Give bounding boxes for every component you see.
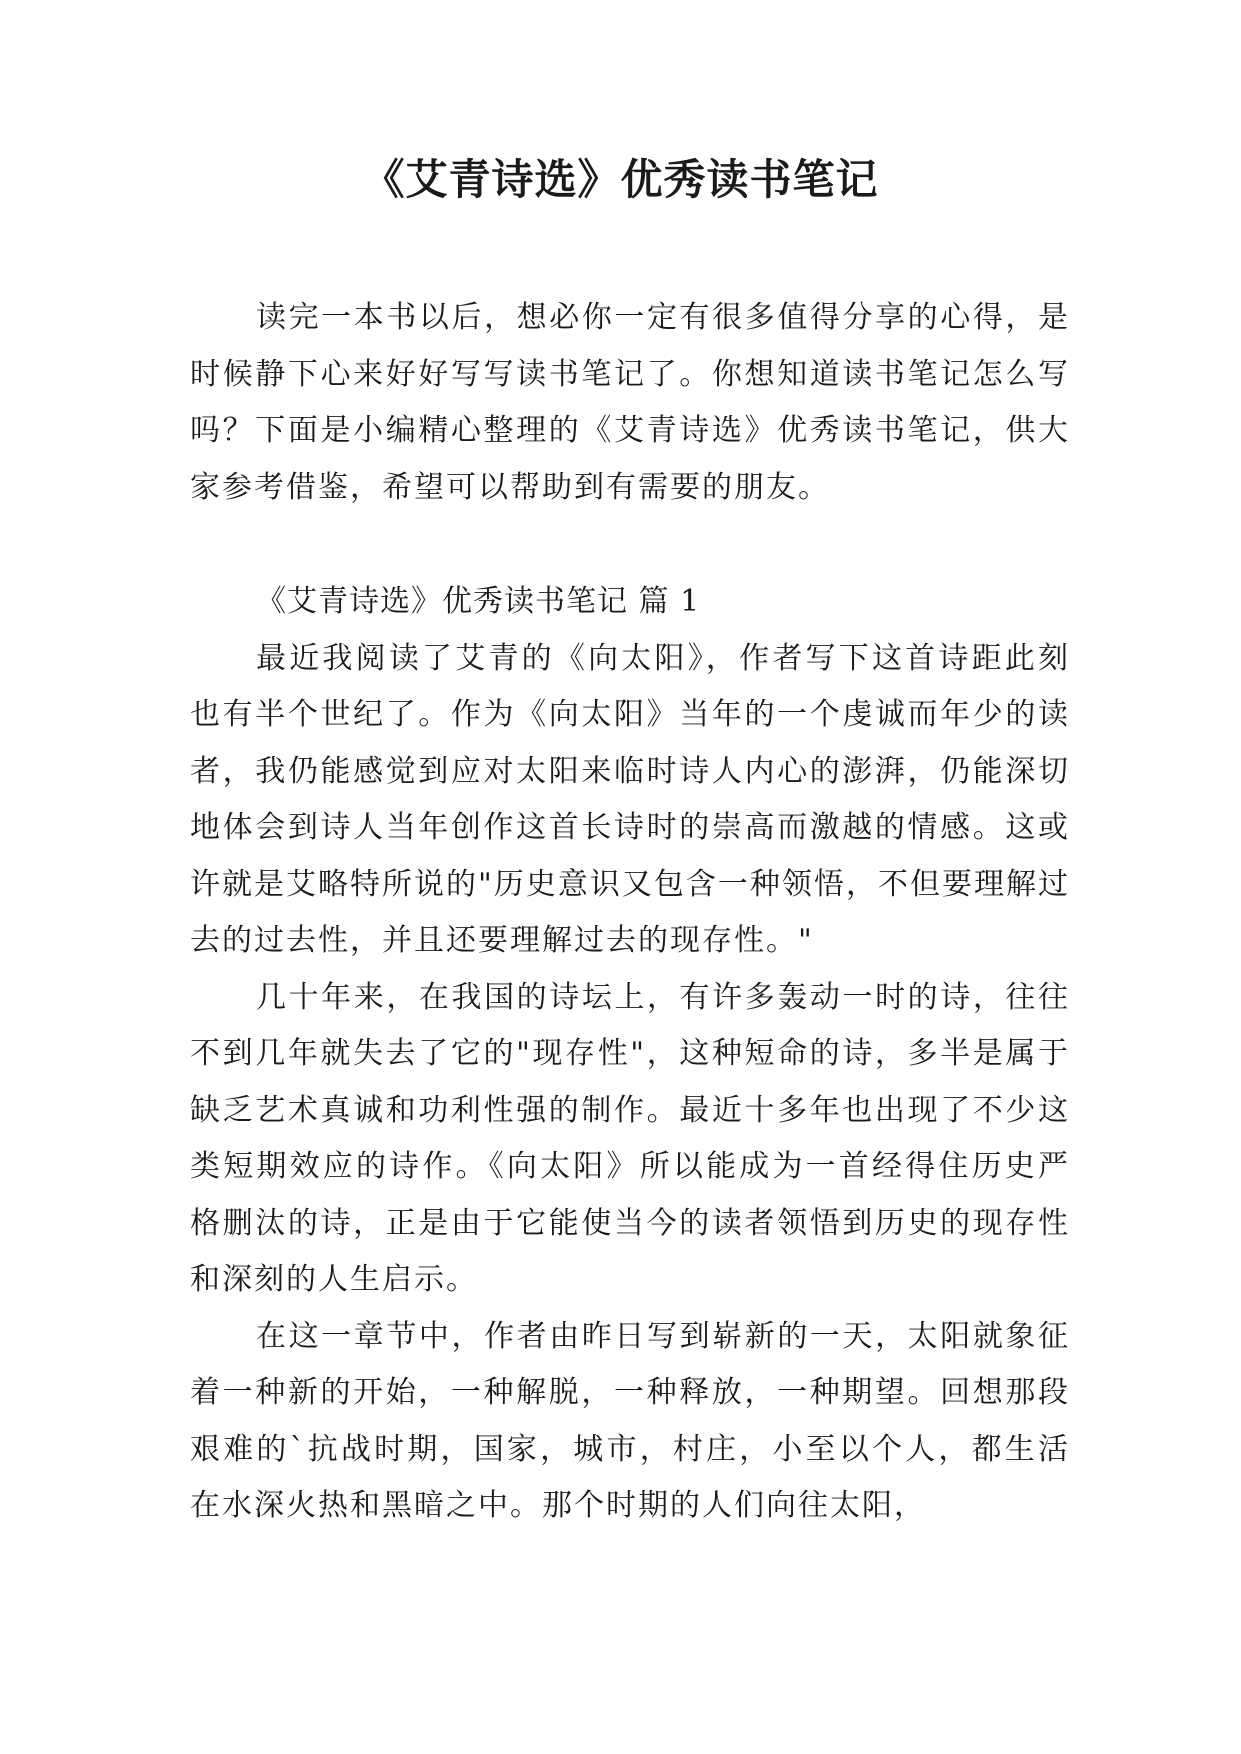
body-paragraph-2: 几十年来，在我国的诗坛上，有许多轰动一时的诗，往往不到几年就失去了它的"现存性"，这种短命的诗，多半是属于缺乏艺术真诚和功利性强的制作。最近十多年也出现了不少这类短期效应的诗作。《向太阳》所以能成为一首经得住历史严格删汰的诗，正是由于它能使当今的读者领悟到历史的现存性和深刻的人生启示。	[190, 979, 1070, 1297]
section-heading: 《艾青诗选》优秀读书笔记 篇 1	[256, 584, 701, 619]
body-paragraph-3: 在这一章节中，作者由昨日写到崭新的一天，太阳就象征着一种新的开始，一种解脱，一种释放，一种期望。回想那段艰难的`抗战时期，国家，城市，村庄，小至以个人，都生活在水深火热和黑暗之中。那个时期的人们向往太阳，	[190, 1318, 1070, 1523]
section-spacer	[190, 516, 1070, 574]
document-body	[190, 290, 1070, 1535]
body-paragraph-1: 最近我阅读了艾青的《向太阳》，作者写下这首诗距此刻也有半个世纪了。作为《向太阳》当年的一个虔诚而年少的读者，我仍能感觉到应对太阳来临时诗人内心的澎湃，仍能深切地体会到诗人当年创作这首长诗时的崇高而激越的情感。这或许就是艾略特所说的"历史意识又包含一种领悟，不但要理解过去的过去性，并且还要理解过去的现存性。"	[190, 640, 1070, 958]
intro-paragraph: 读完一本书以后，想必你一定有很多值得分享的心得，是时候静下心来好好写写读书笔记了。你想知道读书笔记怎么写吗？下面是小编精心整理的《艾青诗选》优秀读书笔记，供大家参考借鉴，希望可以帮助到有需要的朋友。	[190, 300, 1070, 505]
document-title: 《艾青诗选》优秀读书笔记	[362, 155, 879, 204]
